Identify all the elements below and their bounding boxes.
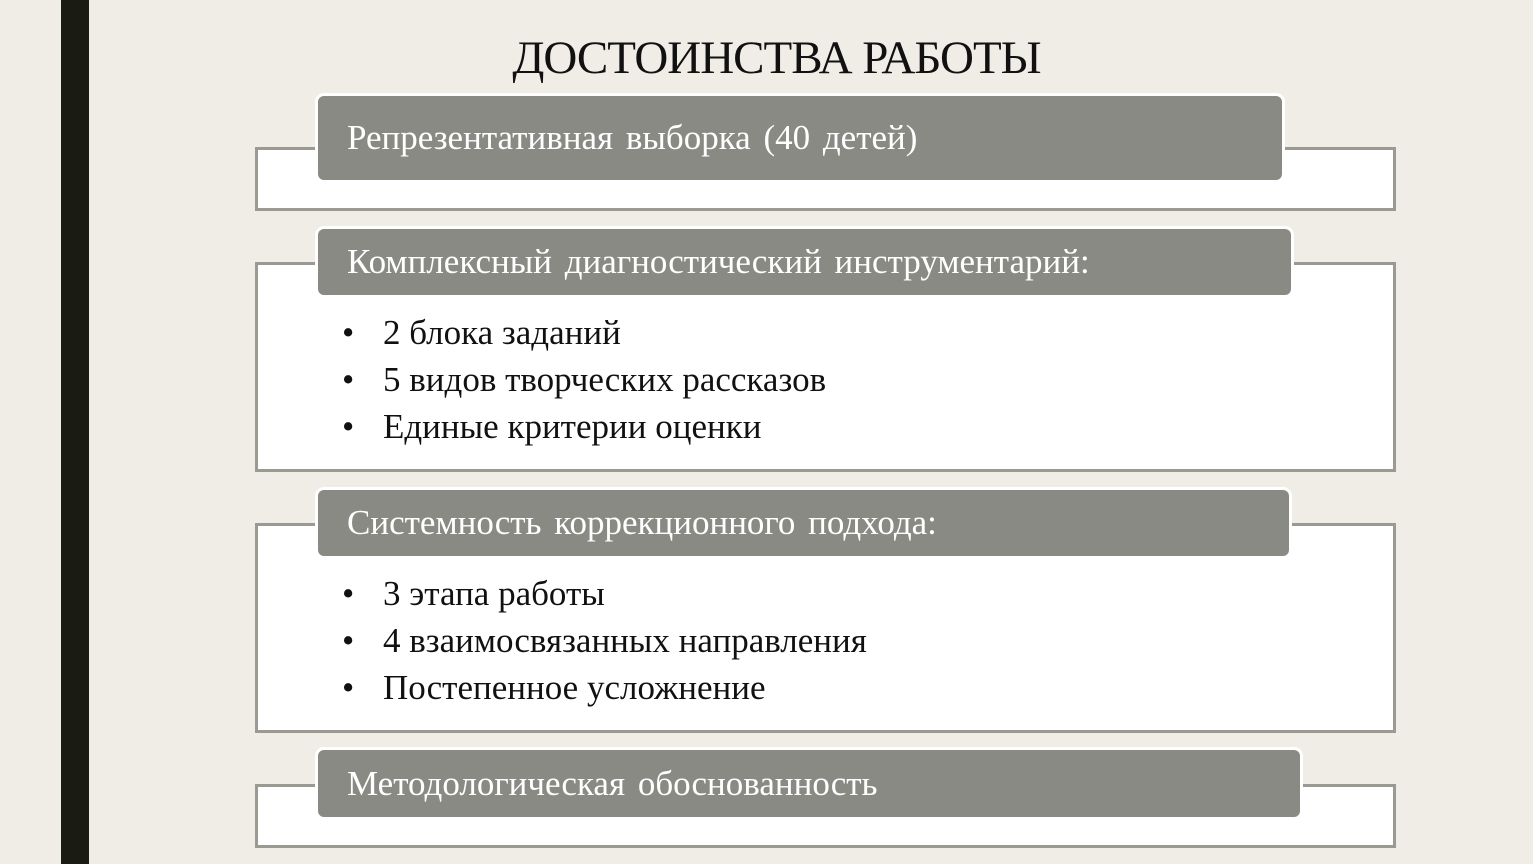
item-heading-4: Методологическая обоснованность (315, 747, 1303, 820)
list-item: • 3 этапа работы (342, 570, 867, 617)
left-accent-bar (61, 0, 89, 864)
list-item: • Единые критерии оценки (342, 403, 826, 450)
item-heading-1: Репрезентативная выборка (40 детей) (315, 93, 1285, 183)
list-item: • 5 видов творческих рассказов (342, 356, 826, 403)
item-heading-2: Комплексный диагностический инструментарий: (315, 226, 1294, 298)
item-bullets-3 (342, 570, 867, 711)
item-bullets-2 (342, 309, 826, 450)
item-heading-3: Системность коррекционного подхода: (315, 487, 1292, 559)
list-item: • Постепенное усложнение (342, 664, 867, 711)
list-item: • 2 блока заданий (342, 309, 826, 356)
slide-title: ДОСТОИНСТВА РАБОТЫ (512, 32, 1041, 84)
list-item: • 4 взаимосвязанных направления (342, 617, 867, 664)
